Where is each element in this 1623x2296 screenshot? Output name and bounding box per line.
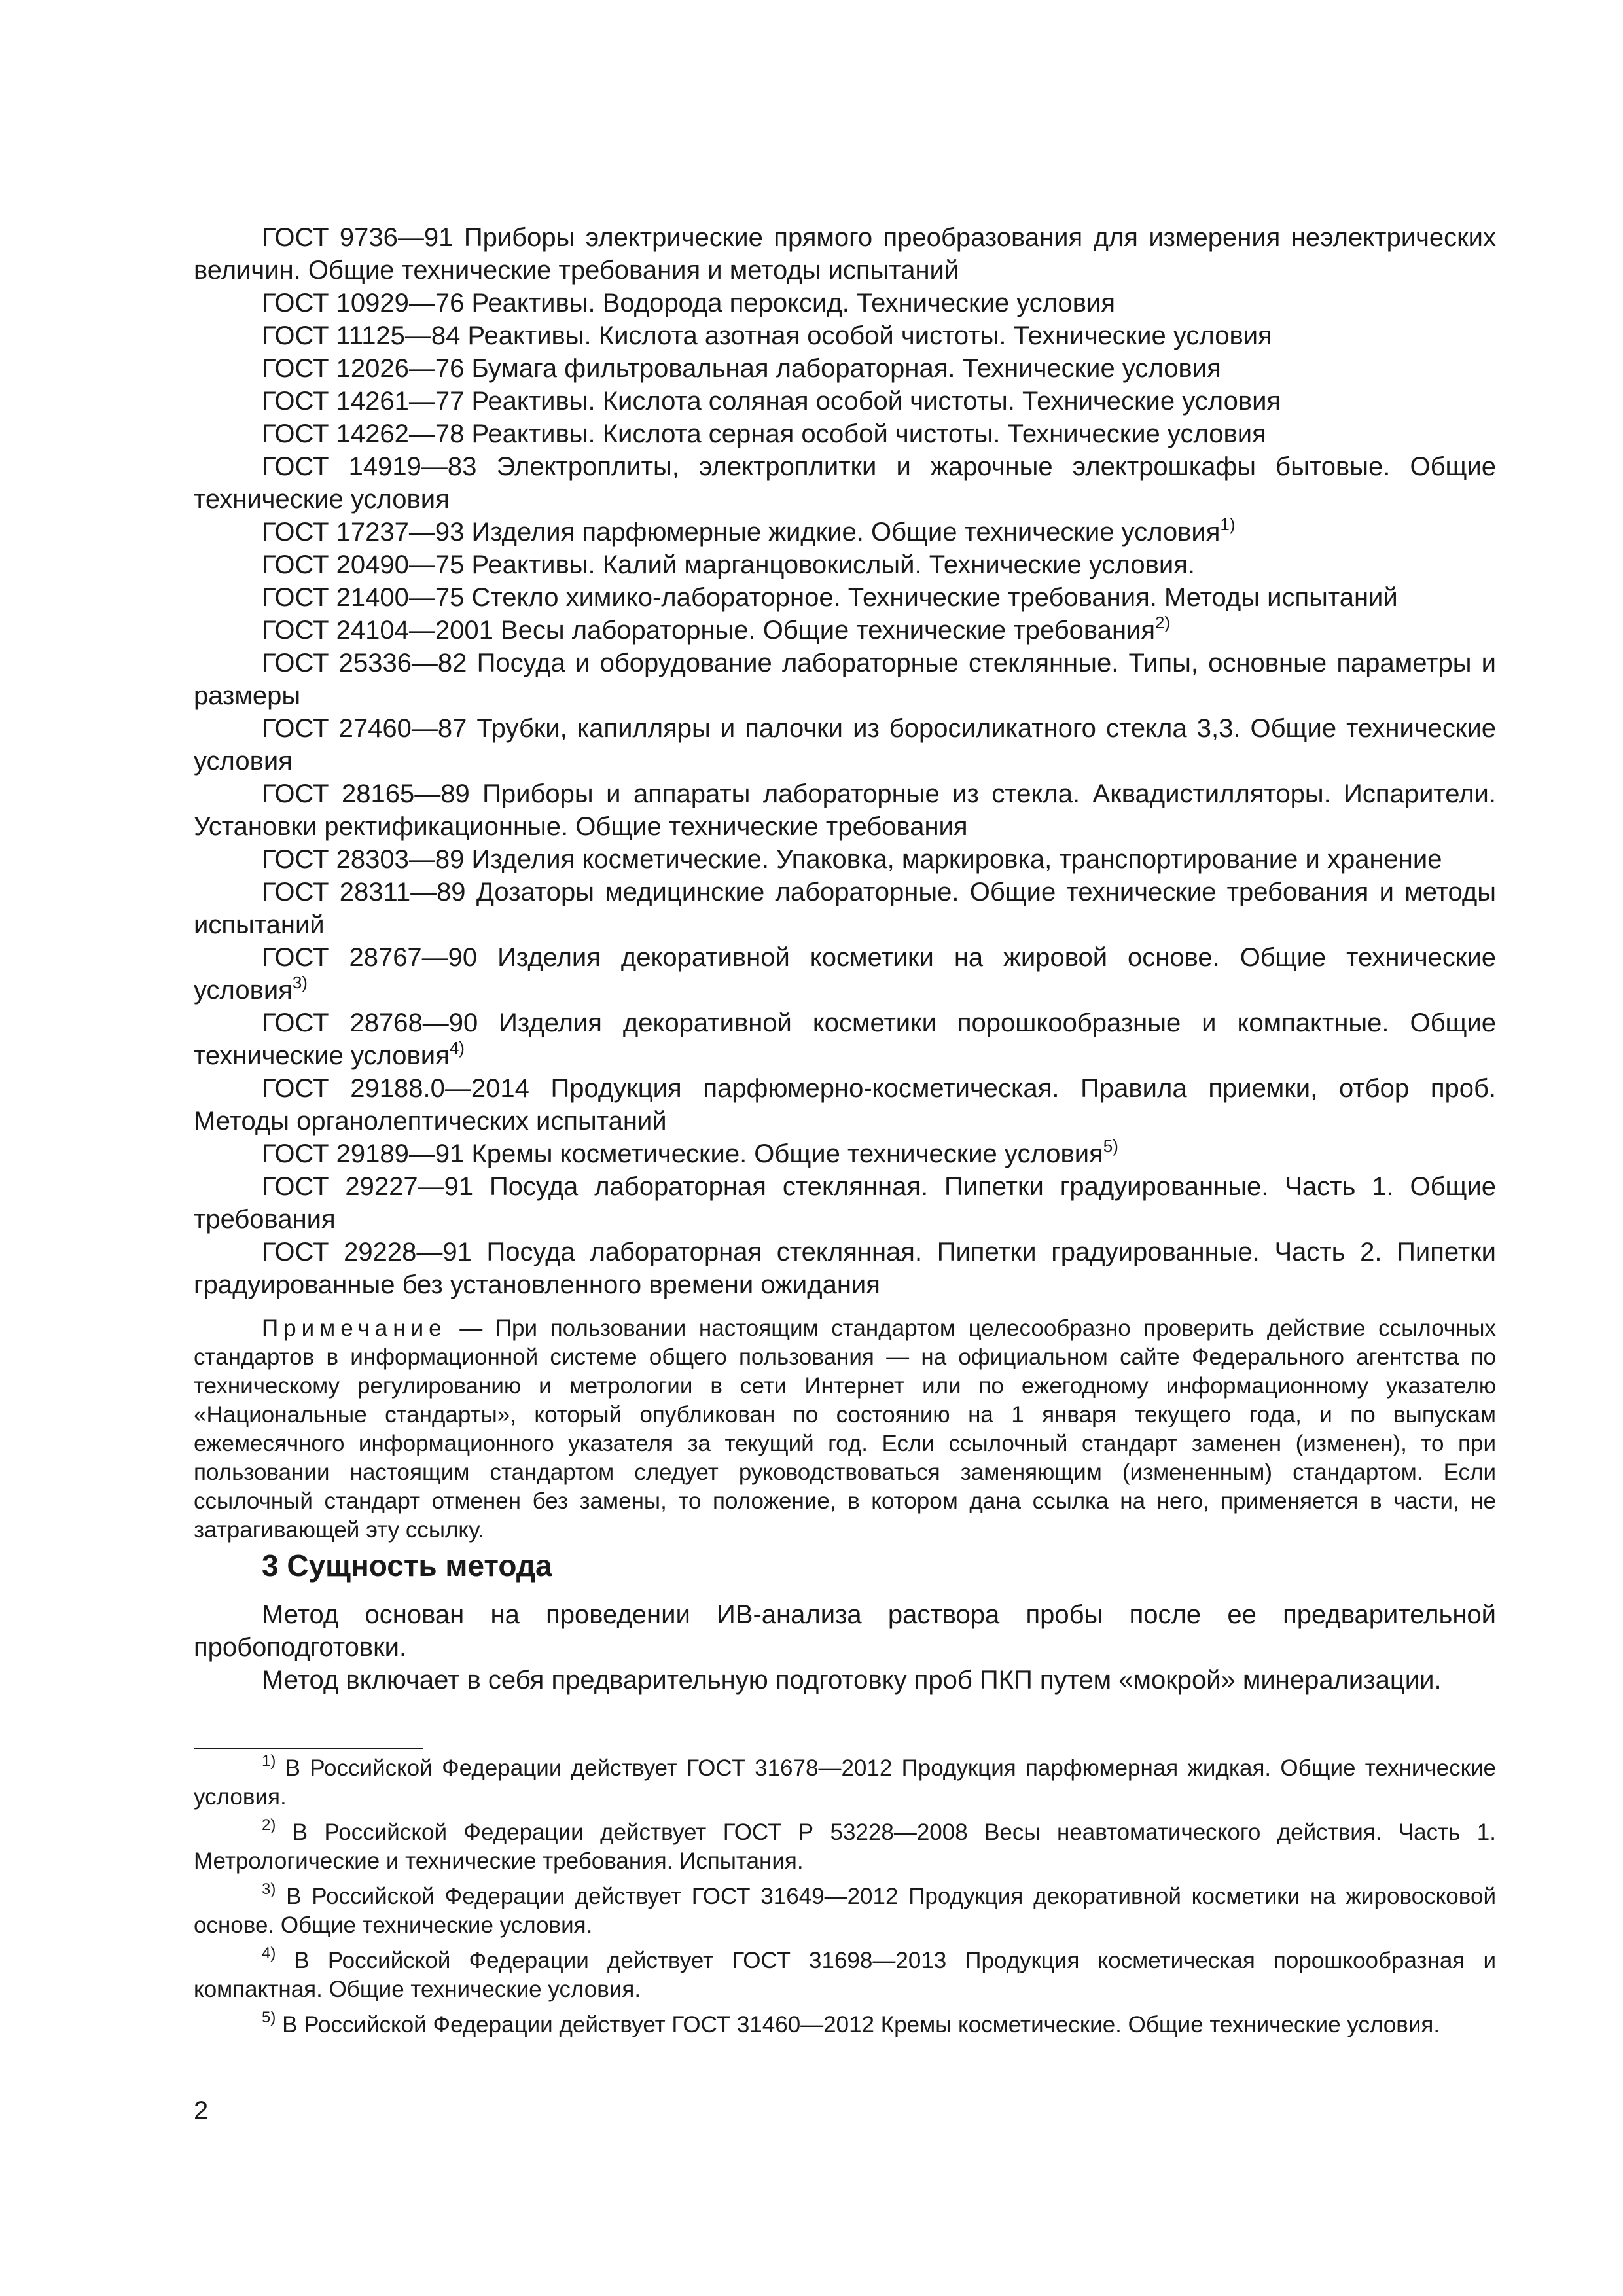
footnote: $^{3)}$ В Российской Федерации действует ГОСТ 31649—2012 Продукция декоративной косметики на жировосковой основе. Общие технические условия.: [194, 1880, 1496, 1938]
reference-item: ГОСТ 29189—91 Кремы косметические. Общие технические условия$^{5)}$: [262, 1136, 1118, 1168]
reference-item: ГОСТ 11125—84 Реактивы. Кислота азотная особой чистоты. Технические условия: [262, 321, 1272, 350]
reference-item: ГОСТ 29228—91 Посуда лабораторная стеклянная. Пипетки градуированные. Часть 2. Пипетки градуированные без установленного времени ожидания: [194, 1238, 1496, 1299]
reference-item: ГОСТ 24104—2001 Весы лабораторные. Общие технические требования$^{2)}$: [262, 612, 1171, 645]
reference-item: ГОСТ 28303—89 Изделия косметические. Упаковка, маркировка, транспортирование и хранение: [262, 845, 1442, 874]
section-body: [194, 1598, 1496, 1696]
reference-item: ГОСТ 25336—82 Посуда и оборудование лабораторные стеклянные. Типы, основные параметры и размеры: [194, 649, 1496, 710]
reference-item: ГОСТ 12026—76 Бумага фильтровальная лабораторная. Технические условия: [262, 354, 1221, 383]
reference-item: ГОСТ 28768—90 Изделия декоративной косметики порошкообразные и компактные. Общие технические условия$^{4)}$: [194, 1009, 1496, 1070]
footnote-separator: [194, 1748, 423, 1749]
footnotes: [194, 1754, 1496, 2046]
reference-item: ГОСТ 10929—76 Реактивы. Водорода пероксид. Технические условия: [262, 289, 1116, 317]
reference-item: ГОСТ 27460—87 Трубки, капилляры и палочки из боросиликатного стекла 3,3. Общие технические условия: [194, 714, 1496, 776]
references-note: [194, 1314, 1496, 1545]
footnote: $^{4)}$ В Российской Федерации действует ГОСТ 31698—2013 Продукция косметическая порошкообразная и компактная. Общие технические условия.: [194, 1945, 1496, 2002]
reference-item: ГОСТ 9736—91 Приборы электрические прямого преобразования для измерения неэлектрических величин. Общие технические требования и методы испытаний: [194, 223, 1496, 285]
section-title: 3 Сущность метода: [262, 1549, 552, 1583]
reference-item: ГОСТ 29188.0—2014 Продукция парфюмерно-косметическая. Правила приемки, отбор проб. Методы органолептических испытаний: [194, 1074, 1496, 1136]
reference-item: ГОСТ 29227—91 Посуда лабораторная стеклянная. Пипетки градуированные. Часть 1. Общие требования: [194, 1172, 1496, 1234]
normative-references: [194, 221, 1496, 1545]
section-paragraph: Метод включает в себя предварительную подготовку проб ПКП путем «мокрой» минерализации.: [262, 1666, 1442, 1695]
reference-item: ГОСТ 14261—77 Реактивы. Кислота соляная особой чистоты. Технические условия: [262, 387, 1281, 416]
footnote: $^{5)}$ В Российской Федерации действует ГОСТ 31460—2012 Кремы косметические. Общие технические условия.: [262, 2009, 1440, 2037]
reference-item: ГОСТ 28311—89 Дозаторы медицинские лабораторные. Общие технические требования и методы испытаний: [194, 878, 1496, 939]
footnote: $^{2)}$ В Российской Федерации действует ГОСТ Р 53228—2008 Весы неавтоматического действия. Часть 1. Метрологические и технические требования. Испытания.: [194, 1816, 1496, 1874]
page-number: 2: [194, 2096, 209, 2125]
reference-item: ГОСТ 14262—78 Реактивы. Кислота серная особой чистоты. Технические условия: [262, 420, 1266, 448]
reference-item: ГОСТ 28767—90 Изделия декоративной косметики на жировой основе. Общие технические условия$^{3)}$: [194, 943, 1496, 1005]
reference-item: ГОСТ 14919—83 Электроплиты, электроплитки и жарочные электрошкафы бытовые. Общие технические условия: [194, 452, 1496, 514]
reference-item: ГОСТ 17237—93 Изделия парфюмерные жидкие. Общие технические условия$^{1)}$: [262, 514, 1236, 547]
reference-item: ГОСТ 20490—75 Реактивы. Калий марганцовокислый. Технические условия.: [262, 550, 1195, 579]
reference-item: ГОСТ 28165—89 Приборы и аппараты лабораторные из стекла. Аквадистилляторы. Испарители. Установки ректификационные. Общие технические требования: [194, 780, 1496, 841]
note-label: Примечание: [262, 1316, 447, 1341]
section-paragraph: Метод основан на проведении ИВ-анализа раствора пробы после ее предварительной пробоподготовки.: [194, 1600, 1496, 1662]
reference-item: ГОСТ 21400—75 Стекло химико-лабораторное. Технические требования. Методы испытаний: [262, 583, 1398, 612]
note-text: — При пользовании настоящим стандартом целесообразно проверить действие ссылочных стандартов в информационной системе общего пользования — на официальном сайте Федерального агентства по техническому регулированию и метрологии в сети Интернет или по ежегодному информационному указателю «Национальные стандарты», который опубликован по состоянию на 1 января текущего года, и по выпускам ежемесячного информационного указателя за текущий год. Если ссылочный стандарт заменен (изменен), то при пользовании настоящим стандартом следует руководствоваться заменяющим (измененным) стандартом. Если ссылочный стандарт отменен без замены, то положение, в котором дана ссылка на него, применяется в части, не затрагивающей эту ссылку.: [194, 1316, 1496, 1543]
footnote: $^{1)}$ В Российской Федерации действует ГОСТ 31678—2012 Продукция парфюмерная жидкая. Общие технические условия.: [194, 1752, 1496, 1810]
